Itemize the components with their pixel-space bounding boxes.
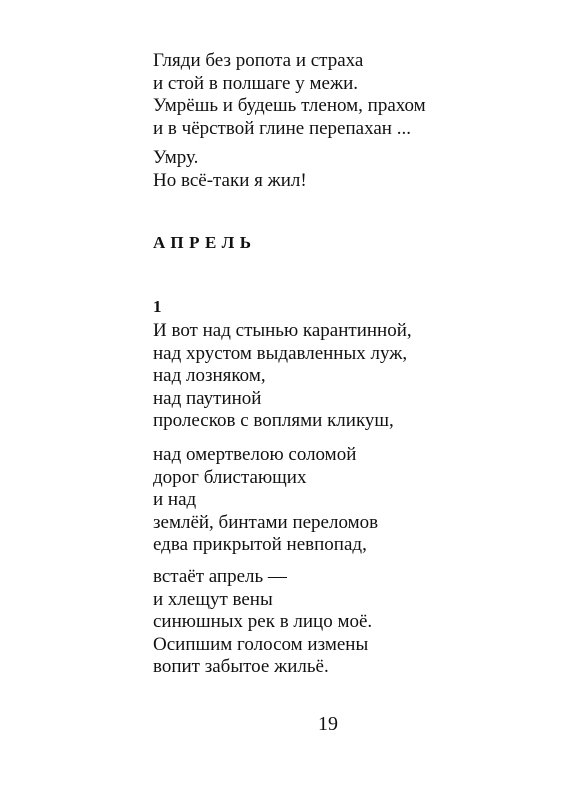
poem-line: и хлещут вены (153, 588, 273, 610)
poem-line: и над (153, 489, 197, 510)
poem-line: над хрустом выдавленных луж, (153, 342, 408, 364)
poem-line: Умру. (153, 147, 199, 168)
poem-stanza (153, 444, 378, 557)
poem-line: Осипшим голосом измены (153, 633, 369, 655)
poem-line: пролесков с воплями кликуш, (153, 410, 394, 431)
poem-line: синюшных рек в лицо моё. (153, 611, 373, 632)
poem-line: и стой в полшаге у межи. (153, 72, 358, 94)
page-number: 19 (318, 713, 338, 735)
poem-line: встаёт апрель — (153, 566, 287, 587)
poem-stanza (153, 147, 307, 192)
poem-line: Гляди без ропота и страха (153, 50, 364, 71)
poem-stanza (153, 50, 426, 140)
poem-line: едва прикрытой невпопад, (153, 534, 367, 555)
poem-line: над лозняком, (153, 365, 266, 386)
poem-line: над паутиной (153, 387, 262, 409)
poem-line: Умрёшь и будешь тленом, прахом (153, 95, 426, 116)
section-title: АПРЕЛЬ (153, 233, 257, 252)
poem-line: землёй, бинтами переломов (153, 511, 379, 533)
poem-line: вопит забытое жильё. (153, 656, 329, 677)
poem-stanza (153, 320, 412, 433)
poem-line: И вот над стынью карантинной, (153, 320, 412, 341)
poem-line: дорог блистающих (153, 466, 307, 488)
poem-line: и в чёрствой глине перепахан ... (153, 117, 411, 139)
poem-line: над омертвелою соломой (153, 444, 357, 465)
poem-line: Но всё-таки я жил! (153, 169, 307, 191)
poem-stanza (153, 566, 372, 679)
poem-number: 1 (153, 297, 162, 316)
